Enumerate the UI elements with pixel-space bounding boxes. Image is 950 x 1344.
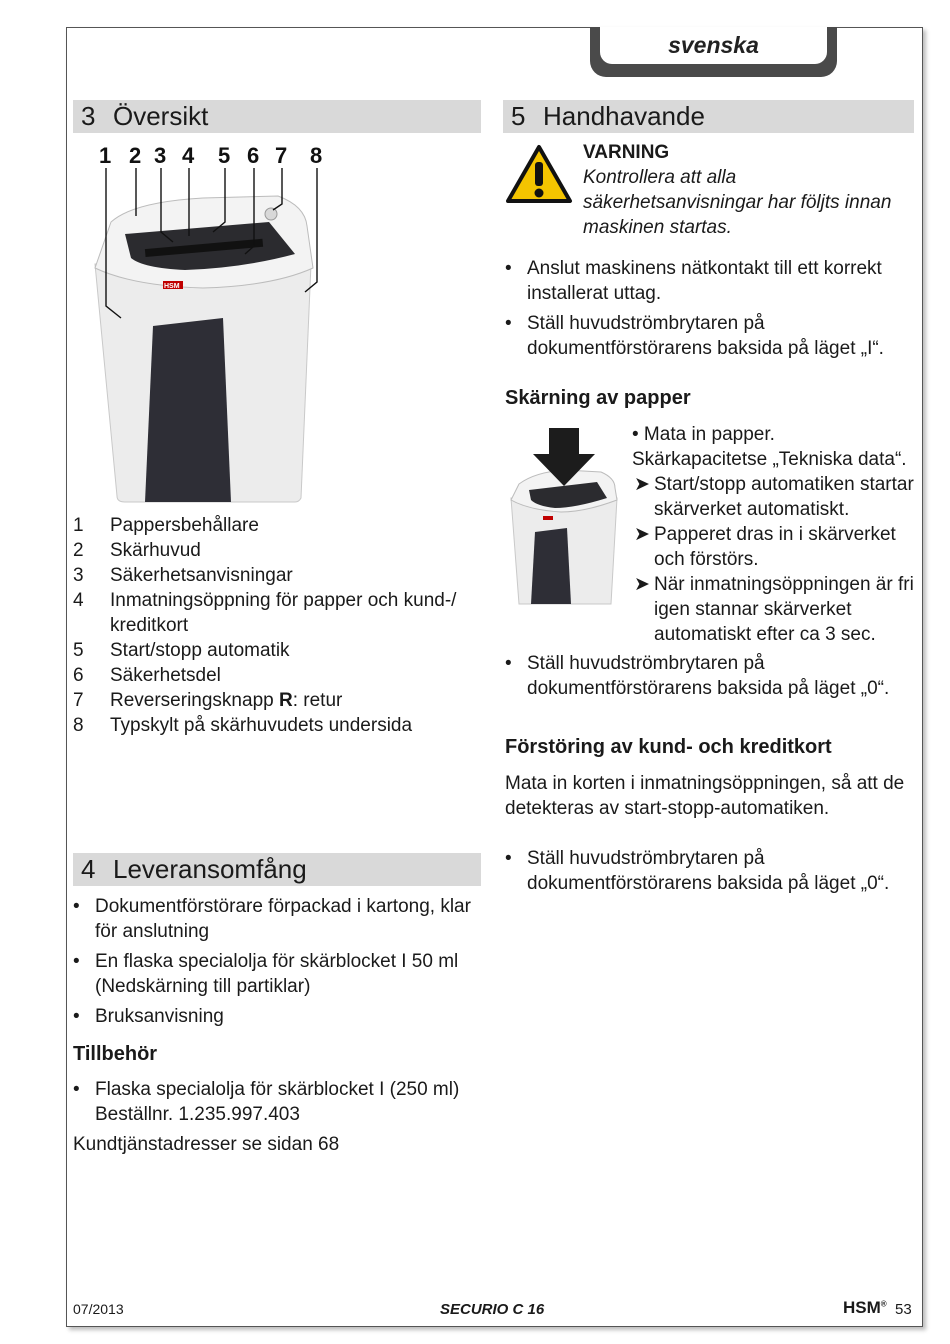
- cards-after-list: [505, 846, 900, 901]
- warning-icon: [505, 144, 573, 204]
- callout-number: 7: [275, 143, 288, 168]
- list-item: ➤ Papperet dras in i skärverket och förstörs.: [634, 524, 896, 570]
- registered-mark: ®: [880, 1299, 887, 1309]
- cards-heading: Förstöring av kund- och kreditkort: [505, 736, 832, 758]
- list-item: 5 Start/stopp automatik: [73, 640, 290, 661]
- list-item: 4 Inmatningsöppning för papper och kund-/ kreditkort: [73, 590, 457, 636]
- footer-model: SECURIO C 16: [440, 1301, 545, 1318]
- callout-number: 2: [129, 143, 142, 168]
- shredder-overview-figure: [73, 136, 483, 506]
- footer-date: 07/2013: [73, 1301, 124, 1317]
- cards-text: Mata in korten i inmatningsöppningen, så att de detekteras av start-stopp-automatiken.: [505, 773, 905, 819]
- list-item: 7 Reverseringsknapp R: retur: [73, 690, 343, 711]
- list-item: 2 Skärhuvud: [73, 540, 201, 561]
- list-item: • En flaska specialolja för skärblocket I 50 ml (Nedskärning till partiklar): [73, 951, 459, 997]
- cutting-first-step: • Mata in papper. Skärkapacitetse „Tekniska data“.: [632, 424, 907, 470]
- section-5-heading: 5 Handhavande: [503, 100, 914, 133]
- callout-number: 1: [99, 143, 112, 168]
- warning-text: Kontrollera att alla säkerhetsanvisningar har följts innan maskinen startas.: [583, 167, 892, 238]
- language-label-box: [600, 27, 827, 64]
- callout-number: 4: [182, 143, 195, 168]
- list-item: • Bruksanvisning: [73, 1006, 224, 1027]
- arrow-bullet-icon: ➤: [634, 524, 650, 545]
- cutting-after-list: [505, 651, 900, 706]
- reverse-button: [265, 208, 277, 220]
- accessories-list: [73, 1077, 488, 1132]
- list-item: 6 Säkerhetsdel: [73, 665, 221, 686]
- service-text: Kundtjänstadresser se sidan 68: [73, 1134, 340, 1155]
- callout-number: 5: [218, 143, 231, 168]
- bin-window: [145, 318, 231, 502]
- list-item: 1 Pappersbehållare: [73, 515, 259, 536]
- list-item: 8 Typskylt på skärhuvudets undersida: [73, 715, 413, 736]
- cutting-heading: Skärning av papper: [505, 387, 691, 409]
- hsm-logo: HSM: [843, 1298, 881, 1317]
- list-item: • Ställ huvudströmbrytaren på dokumentförstörarens baksida på läget „0“.: [505, 848, 890, 894]
- list-item: ➤ Start/stopp automatiken startar skärverket automatiskt.: [634, 474, 914, 520]
- intro-list: [505, 256, 900, 366]
- section-3-heading: 3 Översikt: [73, 100, 481, 133]
- feeding-illustration: [505, 428, 623, 608]
- list-item: • Flaska specialolja för skärblocket I (250 ml) Beställnr. 1.235.997.403: [73, 1079, 460, 1125]
- arrow-bullet-icon: ➤: [634, 574, 650, 595]
- language-label: svenska: [668, 32, 759, 58]
- warning-title: VARNING: [583, 142, 670, 163]
- callout-number: 3: [154, 143, 167, 168]
- list-item: ➤ När inmatningsöppningen är fri igen stannar skärverket automatiskt efter ca 3 sec.: [634, 574, 914, 645]
- list-item: • Ställ huvudströmbrytaren på dokumentförstörarens baksida på läget „I“.: [505, 313, 884, 359]
- parts-list: [73, 513, 478, 738]
- accessories-heading: Tillbehör: [73, 1043, 158, 1065]
- list-item: • Anslut maskinens nätkontakt till ett korrekt installerat uttag.: [505, 258, 882, 304]
- delivery-list: [73, 894, 478, 1034]
- footer-brand: [843, 1298, 887, 1318]
- page-number: 53: [895, 1301, 912, 1318]
- callout-number: 6: [247, 143, 260, 168]
- callout-number: 8: [310, 143, 323, 168]
- list-item: • Ställ huvudströmbrytaren på dokumentförstörarens baksida på läget „0“.: [505, 653, 890, 699]
- cutting-steps: [632, 422, 914, 647]
- list-item: 3 Säkerhetsanvisningar: [73, 565, 293, 586]
- section-4-heading: 4 Leveransomfång: [73, 853, 481, 886]
- list-item: • Dokumentförstörare förpackad i kartong, klar för anslutning: [73, 896, 471, 942]
- hsm-logo-plate: [543, 516, 553, 520]
- brand-logo: HSM: [164, 283, 180, 290]
- bin-window: [531, 528, 571, 604]
- arrow-bullet-icon: ➤: [634, 474, 650, 495]
